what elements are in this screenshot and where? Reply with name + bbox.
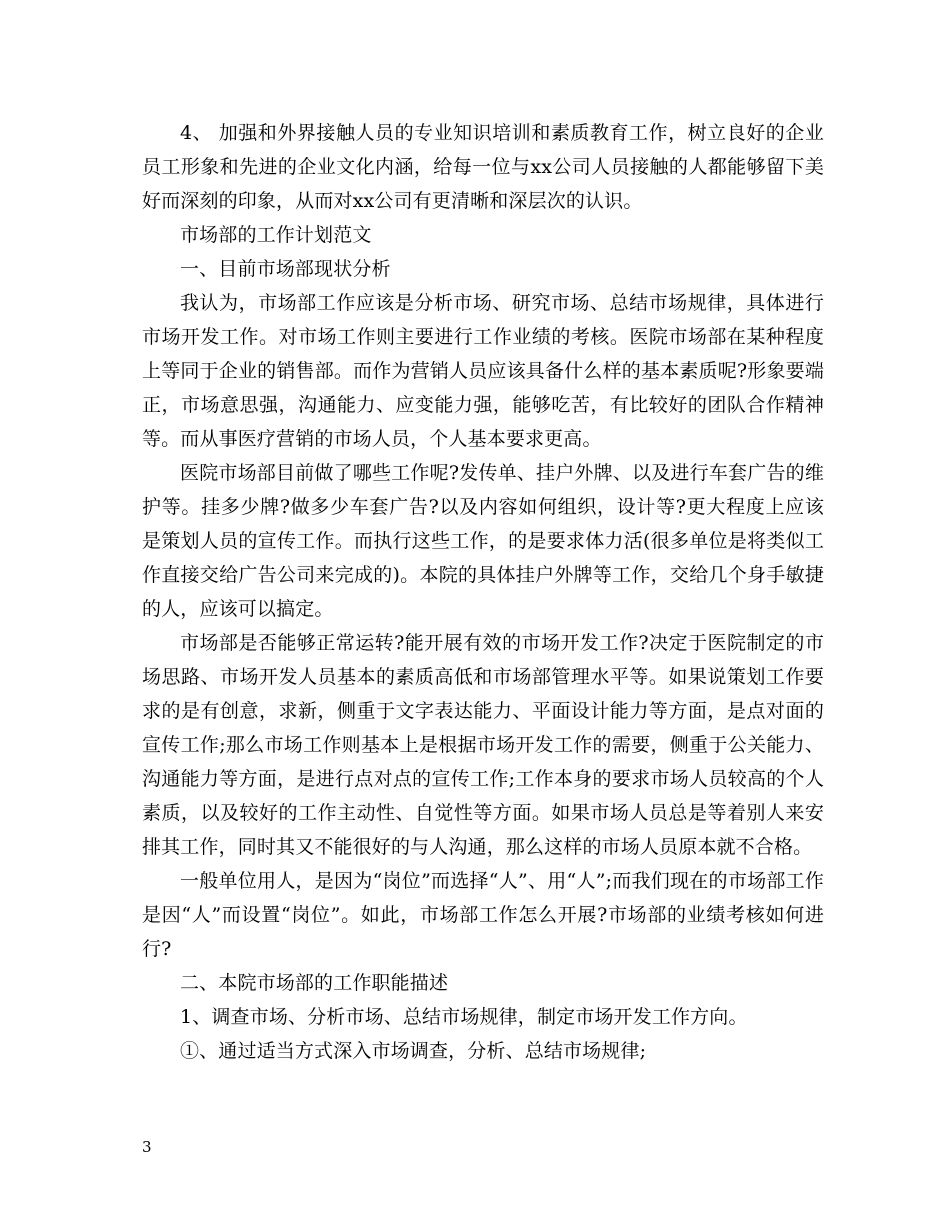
paragraph-operation: 市场部是否能够正常运转?能开展有效的市场开发工作?决定于医院制定的市场思路、市场开发人员基本的素质高低和市场部管理水平等。如果说策划工作要求的是有创意，求新，侧重于文字表达能力、平面设计能力等方面，是点对面的宣传工作;那么市场工作则基本上是根据市场开发工作的需要，侧重于公关能力、沟通能力等方面，是进行点对点的宣传工作;工作本身的要求市场人员较高的个人素质，以及较好的工作主动性、自觉性等方面。如果市场人员总是等着别人来安排其工作，同时其又不能很好的与人沟通，那么这样的市场人员原本就不合格。 bbox=[142, 632, 824, 858]
section-heading-status: 一、目前市场部现状分析 bbox=[180, 258, 391, 280]
list-item-survey: 1、调查市场、分析市场、总结市场规律，制定市场开发工作方向。 bbox=[180, 1006, 748, 1028]
section-heading-plan: 市场部的工作计划范文 bbox=[180, 224, 372, 246]
document-body bbox=[142, 116, 824, 1068]
list-item-method: ①、通过适当方式深入市场调查，分析、总结市场规律; bbox=[180, 1040, 647, 1062]
page-number: 3 bbox=[142, 1138, 152, 1156]
paragraph-training: 4、 加强和外界接触人员的专业知识培训和素质教育工作，树立良好的企业员工形象和先进的企业文化内涵，给每一位与xx公司人员接触的人都能够留下美好而深刻的印象，从而对xx公司有更清晰和深层次的认识。 bbox=[142, 122, 824, 212]
paragraph-staffing: 一般单位用人，是因为“岗位”而选择“人”、用“人”;而我们现在的市场部工作是因“人”而设置“岗位”。如此，市场部工作怎么开展?市场部的业绩考核如何进行? bbox=[142, 870, 824, 960]
section-heading-functions: 二、本院市场部的工作职能描述 bbox=[180, 972, 449, 994]
paragraph-current-work: 医院市场部目前做了哪些工作呢?发传单、挂户外牌、以及进行车套广告的维护等。挂多少牌?做多少车套广告?以及内容如何组织，设计等?更大程度上应该是策划人员的宣传工作。而执行这些工作，的是要求体力活(很多单位是将类似工作直接交给广告公司来完成的)。本院的具体挂户外牌等工作，交给几个身手敏捷的人，应该可以搞定。 bbox=[142, 462, 824, 620]
paragraph-market-view: 我认为，市场部工作应该是分析市场、研究市场、总结市场规律，具体进行市场开发工作。对市场工作则主要进行工作业绩的考核。医院市场部在某种程度上等同于企业的销售部。而作为营销人员应该具备什么样的基本素质呢?形象要端正，市场意思强，沟通能力、应变能力强，能够吃苦，有比较好的团队合作精神等。而从事医疗营销的市场人员，个人基本要求更高。 bbox=[142, 292, 824, 450]
